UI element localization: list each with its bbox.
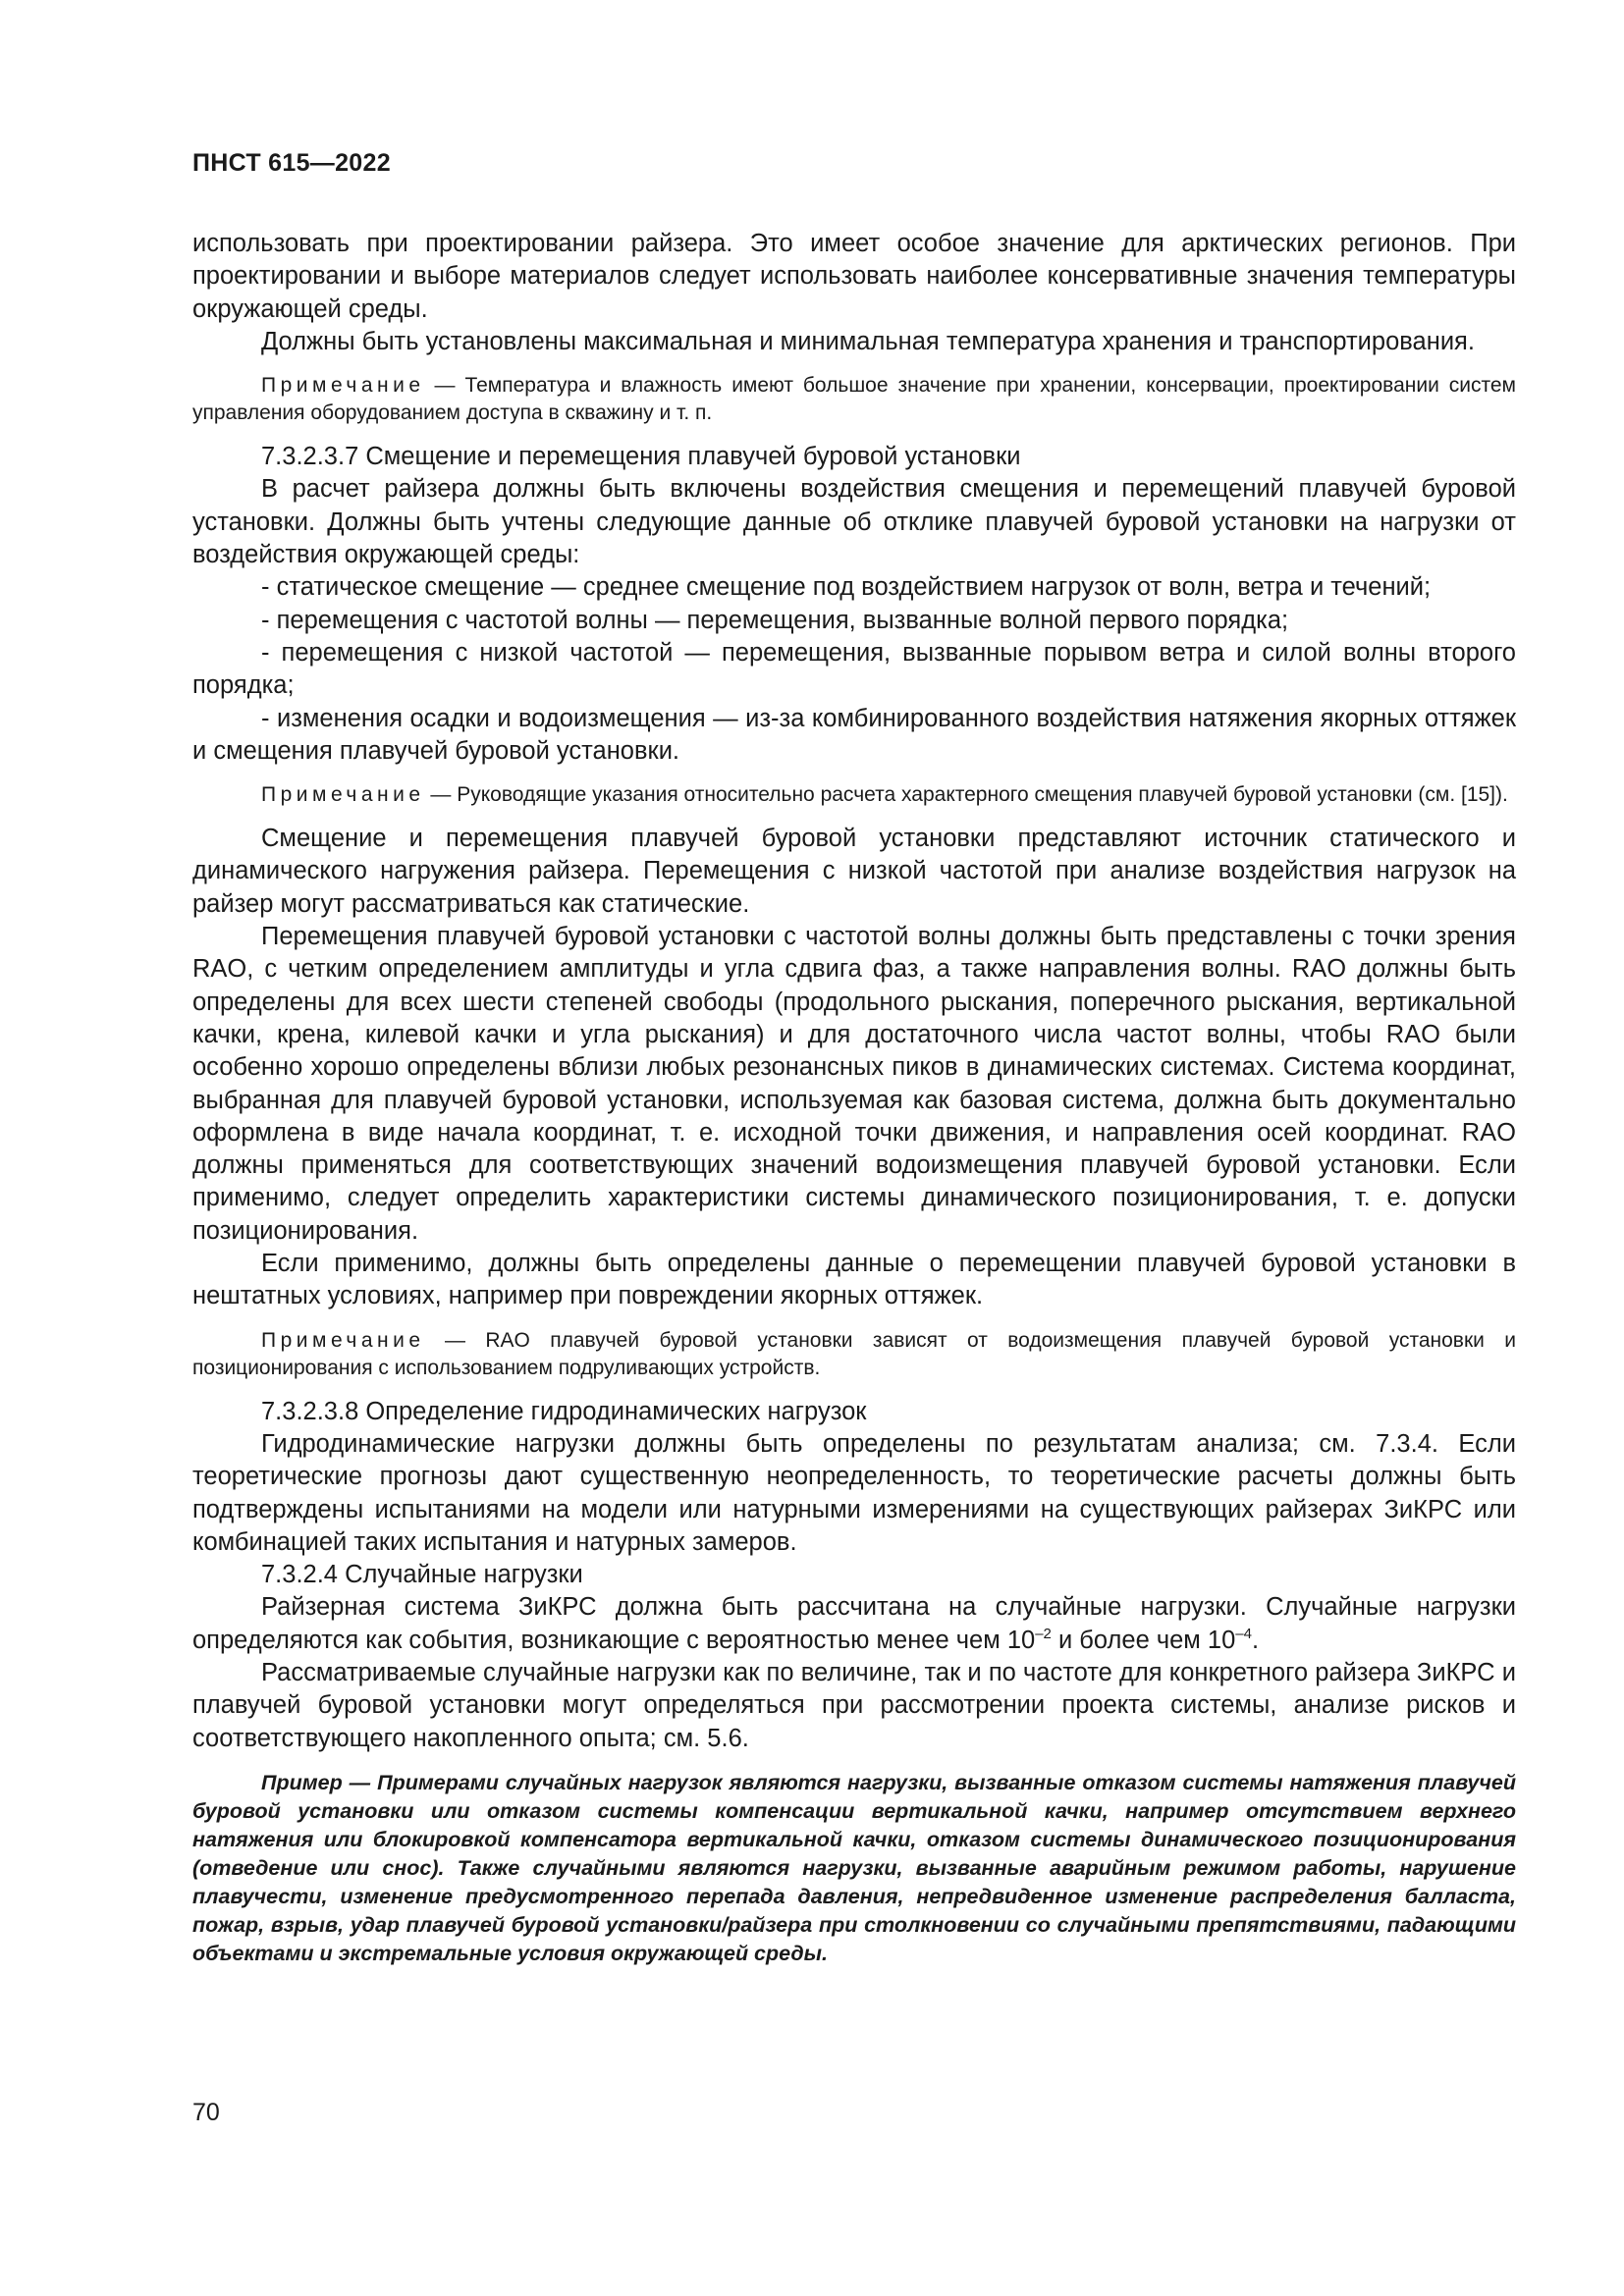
text-run: и более чем 10 xyxy=(1051,1626,1236,1654)
note xyxy=(192,372,1516,427)
paragraph xyxy=(192,1591,1516,1657)
note xyxy=(192,1327,1516,1382)
paragraph: В расчет райзера должны быть включены воздействия смещения и перемещений плавучей буровой установки. Должны быть учтены следующие данные об отклике плавучей буровой установки на нагрузки от воздействия окружающей среды: xyxy=(192,475,1516,569)
paragraph: Рассматриваемые случайные нагрузки как по величине, так и по частоте для конкретного райзера ЗиКРС и плавучей буровой установки могут определяться при рассмотрении проекта системы, анализе рисков и соответствующего накопленного опыта; см. 5.6. xyxy=(192,1658,1516,1752)
text-run: . xyxy=(1251,1626,1260,1654)
section-heading: 7.3.2.3.8 Определение гидродинамических нагрузок xyxy=(261,1397,867,1425)
paragraph: Смещение и перемещения плавучей буровой установки представляют источник статического и динамического нагружения райзера. Перемещения с низкой частотой при анализе воздействия нагрузок на райзер могут рассматриваться как статические. xyxy=(192,825,1516,918)
note-text: — RAO плавучей буровой установки зависят от водоизмещения плавучей буровой установки и позиционирования с использованием подруливающих устройств. xyxy=(192,1328,1516,1379)
list-item: - статическое смещение — среднее смещение под воздействием нагрузок от волн, ветра и течений; xyxy=(261,573,1432,602)
document-header: ПНСТ 615—2022 xyxy=(192,149,391,177)
note-label: Примечание xyxy=(261,783,425,807)
exponent: –2 xyxy=(1035,1625,1052,1642)
list-item: - изменения осадки и водоизмещения — из-за комбинированного воздействия натяжения якорных оттяжек и смещения плавучей буровой установки. xyxy=(192,704,1516,765)
page-number: 70 xyxy=(192,2099,220,2126)
note-text: — Руководящие указания относительно расчета характерного смещения плавучей буровой установки (см. [15]). xyxy=(424,783,1508,807)
note-text: — Температура и влажность имеют большое значение при хранении, консервации, проектировании систем управления оборудованием доступа в скважину и т. п. xyxy=(192,374,1516,425)
note-label: Примечание xyxy=(261,374,425,398)
list-item: - перемещения с частотой волны — перемещения, вызванные волной первого порядка; xyxy=(261,606,1289,634)
paragraph: Должны быть установлены максимальная и минимальная температура хранения и транспортирования. xyxy=(261,327,1475,355)
paragraph: Гидродинамические нагрузки должны быть определены по результатам анализа; см. 7.3.4. Если теоретические прогнозы дают существенную неопределенность, то теоретические расчеты должны быть подтверждены испытаниями на модели или натурными измерениями на существующих райзерах ЗиКРС или комбинацией таких испытания и натурных замеров. xyxy=(192,1429,1516,1556)
paragraph: Если применимо, должны быть определены данные о перемещении плавучей буровой установки в нештатных условиях, например при повреждении якорных оттяжек. xyxy=(192,1250,1516,1310)
exponent: –4 xyxy=(1235,1625,1252,1642)
list-item: - перемещения с низкой частотой — перемещения, вызванные порывом ветра и силой волны второго порядка; xyxy=(192,638,1516,700)
body-text xyxy=(192,228,1516,1968)
section-heading: 7.3.2.3.7 Смещение и перемещения плавучей буровой установки xyxy=(261,443,1021,471)
note-label: Примечание xyxy=(261,1328,425,1352)
paragraph: Перемещения плавучей буровой установки с частотой волны должны быть представлены с точки зрения RAO, с четким определением амплитуды и угла сдвига фаз, а также направления волны. RAO должны быть определены для всех шести степеней свободы (продольного рыскания, поперечного рыскания, вертикальной качки, крена, килевой качки и угла рыскания) и для достаточного числа частот волны, чтобы RAO были особенно хорошо определены вблизи любых резонансных пиков в динамических системах. Система координат, выбранная для плавучей буровой установки, используемая как базовая система, должна быть документально оформлена в виде начала координат, т. е. исходной точки движения, и направления осей координат. RAO должны применяться для соответствующих значений водоизмещения плавучей буровой установки. Если применимо, следует определить характеристики системы динамического позиционирования, т. е. допуски позиционирования. xyxy=(192,923,1516,1245)
section-heading: 7.3.2.4 Случайные нагрузки xyxy=(261,1561,583,1589)
paragraph: использовать при проектировании райзера. Это имеет особое значение для арктических регионов. При проектировании и выборе материалов следует использовать наиболее консервативные значения температуры окружающей среды. xyxy=(192,230,1516,323)
note xyxy=(192,781,1516,809)
example-block: Пример — Примерами случайных нагрузок являются нагрузки, вызванные отказом системы натяжения плавучей буровой установки или отказом системы компенсации вертикальной качки, например отсутствием верхнего натяжения или блокировкой компенсатора вертикальной качки, отказом системы динамического позиционирования (отведение или снос). Также случайными являются нагрузки, вызванные аварийным режимом работы, нарушение плавучести, изменение предусмотренного перепада давления, непредвиденное изменение распределения балласта, пожар, взрыв, удар плавучей буровой установки/райзера при столкновении со случайными препятствиями, падающими объектами и экстремальные условия окружающей среды. xyxy=(192,1770,1516,1965)
text-run: Райзерная система ЗиКРС должна быть рассчитана на случайные нагрузки. Случайные нагрузки определяются как события, возникающие с вероятностью менее чем 10 xyxy=(192,1593,1516,1654)
